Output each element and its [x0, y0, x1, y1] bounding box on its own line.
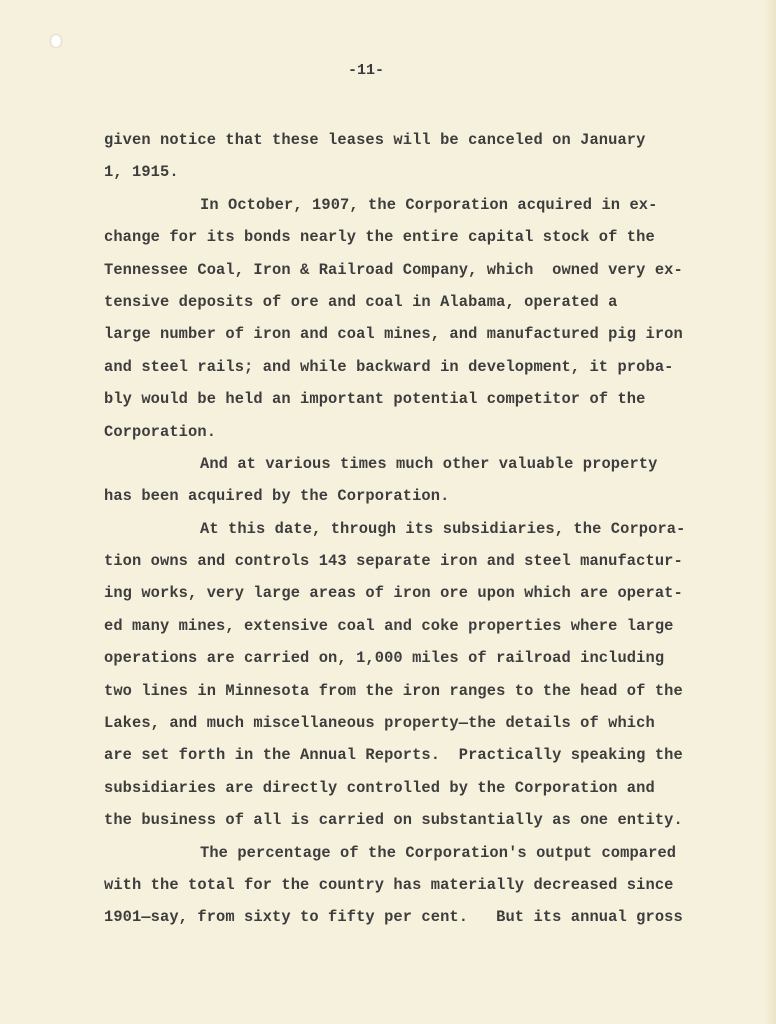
text-line: has been acquired by the Corporation. [104, 487, 450, 506]
text-line: 1901—say, from sixty to fifty per cent. But its annual gross [104, 908, 683, 927]
text-line: with the total for the country has materially decreased since [104, 875, 674, 894]
page-number: -11- [347, 62, 384, 79]
text-line: large number of iron and coal mines, and manufactured pig iron [104, 325, 683, 344]
text-line: At this date, through its subsidiaries, the Corpora- [200, 519, 686, 538]
text-line: bly would be held an important potential competitor of the [104, 390, 646, 409]
text-line: In October, 1907, the Corporation acquired in ex- [200, 195, 658, 214]
page-edge [764, 0, 776, 1024]
text-line: 1, 1915. [104, 163, 179, 182]
text-line: operations are carried on, 1,000 miles of railroad including [104, 649, 665, 668]
text-line: And at various times much other valuable property [200, 454, 658, 473]
text-line: ed many mines, extensive coal and coke properties where large [104, 616, 674, 635]
text-line: ing works, very large areas of iron ore upon which are operat- [104, 584, 683, 603]
text-line: two lines in Minnesota from the iron ranges to the head of the [104, 681, 683, 700]
text-line: the business of all is carried on substantially as one entity. [104, 811, 683, 830]
body-text [104, 124, 724, 934]
text-line: Tennessee Coal, Iron & Railroad Company, which owned very ex- [104, 260, 683, 279]
text-line: given notice that these leases will be canceled on January [104, 131, 646, 149]
text-line: Corporation. [104, 422, 217, 441]
punch-hole [51, 35, 61, 47]
text-line: tion owns and controls 143 separate iron and steel manufactur- [104, 552, 683, 571]
text-line: subsidiaries are directly controlled by the Corporation and [104, 778, 655, 797]
text-line: and steel rails; and while backward in development, it proba- [104, 357, 674, 376]
text-line: are set forth in the Annual Reports. Practically speaking the [104, 746, 683, 765]
text-line: change for its bonds nearly the entire capital stock of the [104, 228, 655, 247]
text-line: tensive deposits of ore and coal in Alabama, operated a [104, 292, 618, 311]
text-line: The percentage of the Corporation's output compared [200, 843, 677, 862]
text-line: Lakes, and much miscellaneous property—the details of which [104, 714, 655, 733]
